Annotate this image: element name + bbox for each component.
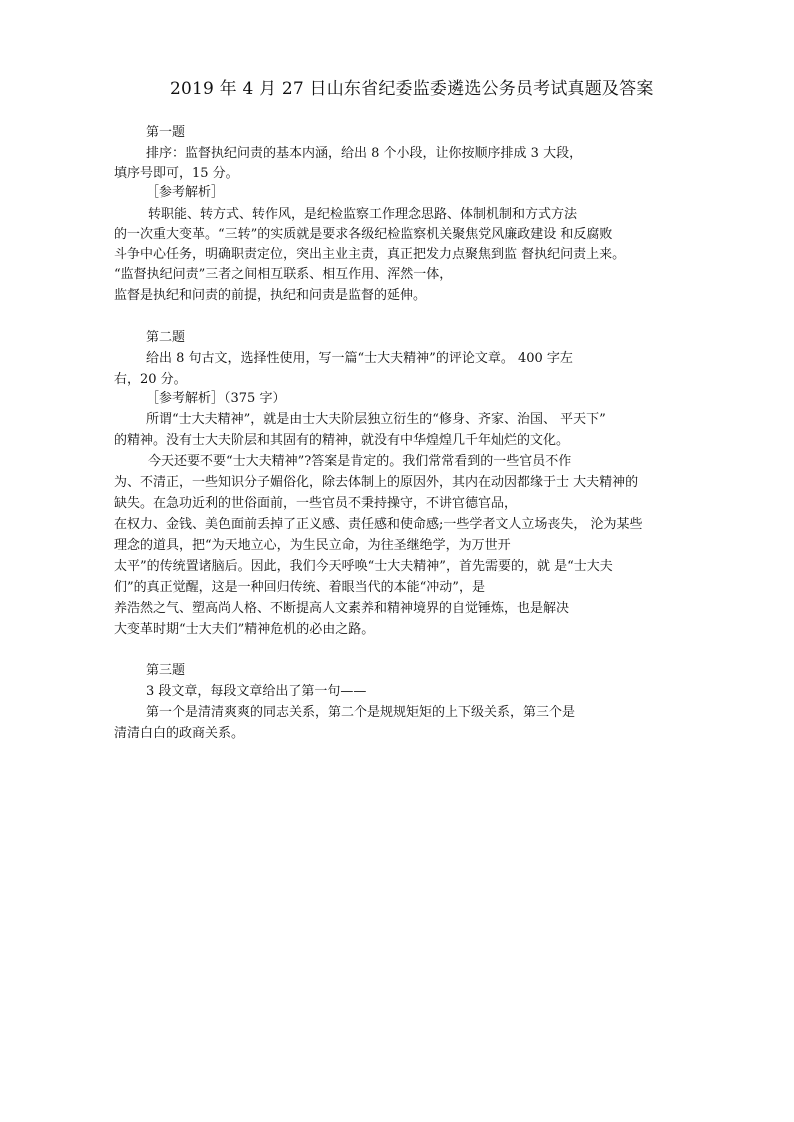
q2-heading: 第二题 (146, 330, 186, 345)
q3-text-line2: 清清白白的政商关系。 (114, 726, 245, 741)
document-title: 2019 年 4 月 27 日山东省纪委监委遴选公务员考试真题及答案 (170, 79, 654, 99)
q2-analysis-line: 太平”的传统置诸脑后。因此，我们今天呼唤“士大夫精神”，首先需要的，就 是“士大夫 (114, 559, 613, 574)
q3-prompt-line1: 3 段文章，每段文章给出了第一句—— (146, 684, 367, 699)
q2-analysis-line: 的精神。没有士大夫阶层和其固有的精神，就没有中华煌煌几千年灿烂的文化。 (114, 433, 570, 448)
q3-text-line1: 第一个是清清爽爽的同志关系，第二个是规规矩矩的上下级关系，第三个是 (146, 705, 576, 720)
q3-heading: 第三题 (146, 663, 186, 678)
q2-analysis-line: 缺失。在急功近利的世俗面前，一些官员不秉持操守，不讲官德官品， (114, 496, 518, 511)
q2-prompt-line2: 右，20 分。 (114, 372, 187, 387)
q2-analysis-line: 大变革时期“士大夫们”精神危机的必由之路。 (114, 622, 375, 637)
q1-analysis-line: 监督是执纪和问责的前提，执纪和问责是监督的延伸。 (114, 288, 427, 303)
q1-analysis-line: 斗争中心任务，明确职责定位，突出主业主责，真正把发力点聚焦到监 督执纪问责上来。 (114, 247, 626, 262)
q1-heading: 第一题 (146, 125, 186, 140)
q2-ref-label: ［参考解析］（375 字） (146, 391, 286, 406)
q2-analysis-line: 们”的真正觉醒，这是一种回归传统、着眼当代的本能“冲动”，是 (114, 580, 485, 595)
q1-ref-label: ［参考解析］ (146, 185, 225, 200)
q2-analysis-line: 理念的道具，把“为天地立心，为生民立命，为往圣继绝学，为万世开 (114, 538, 511, 553)
q1-prompt-line1: 排序：监督执纪问责的基本内涵，给出 8 个小段，让你按顺序排成 3 大段， (146, 146, 583, 161)
q1-analysis-line: 的一次重大变革。“三转”的实质就是要求各级纪检监察机关聚焦党风廉政建设 和反腐败 (114, 227, 613, 242)
q2-analysis-line: 养浩然之气、塑高尚人格、不断提高人文素养和精神境界的自觉锤炼，也是解决 (114, 601, 570, 616)
q2-analysis-line: 今天还要不要“士大夫精神”?答案是肯定的。我们常常看到的一些官员不作 (148, 454, 572, 469)
q1-analysis-line: 转职能、转方式、转作风，是纪检监察工作理念思路、体制机制和方式方法 (148, 207, 578, 222)
q2-prompt-line1: 给出 8 句古文，选择性使用，写一篇“士大夫精神”的评论文章。 400 字左 (146, 351, 573, 366)
q2-analysis-line: 所谓“士大夫精神”，就是由士大夫阶层独立衍生的“修身、齐家、治国、 平天下” (146, 412, 606, 427)
q2-analysis-line: 为、不清正，一些知识分子媚俗化，除去体制上的原因外，其内在动因都缘于士 大夫精神的 (114, 475, 639, 490)
q2-analysis-line: 在权力、金钱、美色面前丢掉了正义感、责任感和使命感;一些学者文人立场丧失， 沦为某些 (114, 517, 643, 532)
q1-prompt-line2: 填序号即可，15 分。 (114, 166, 239, 181)
q1-analysis-line: “监督执纪问责”三者之间相互联系、相互作用、浑然一体， (114, 267, 453, 282)
